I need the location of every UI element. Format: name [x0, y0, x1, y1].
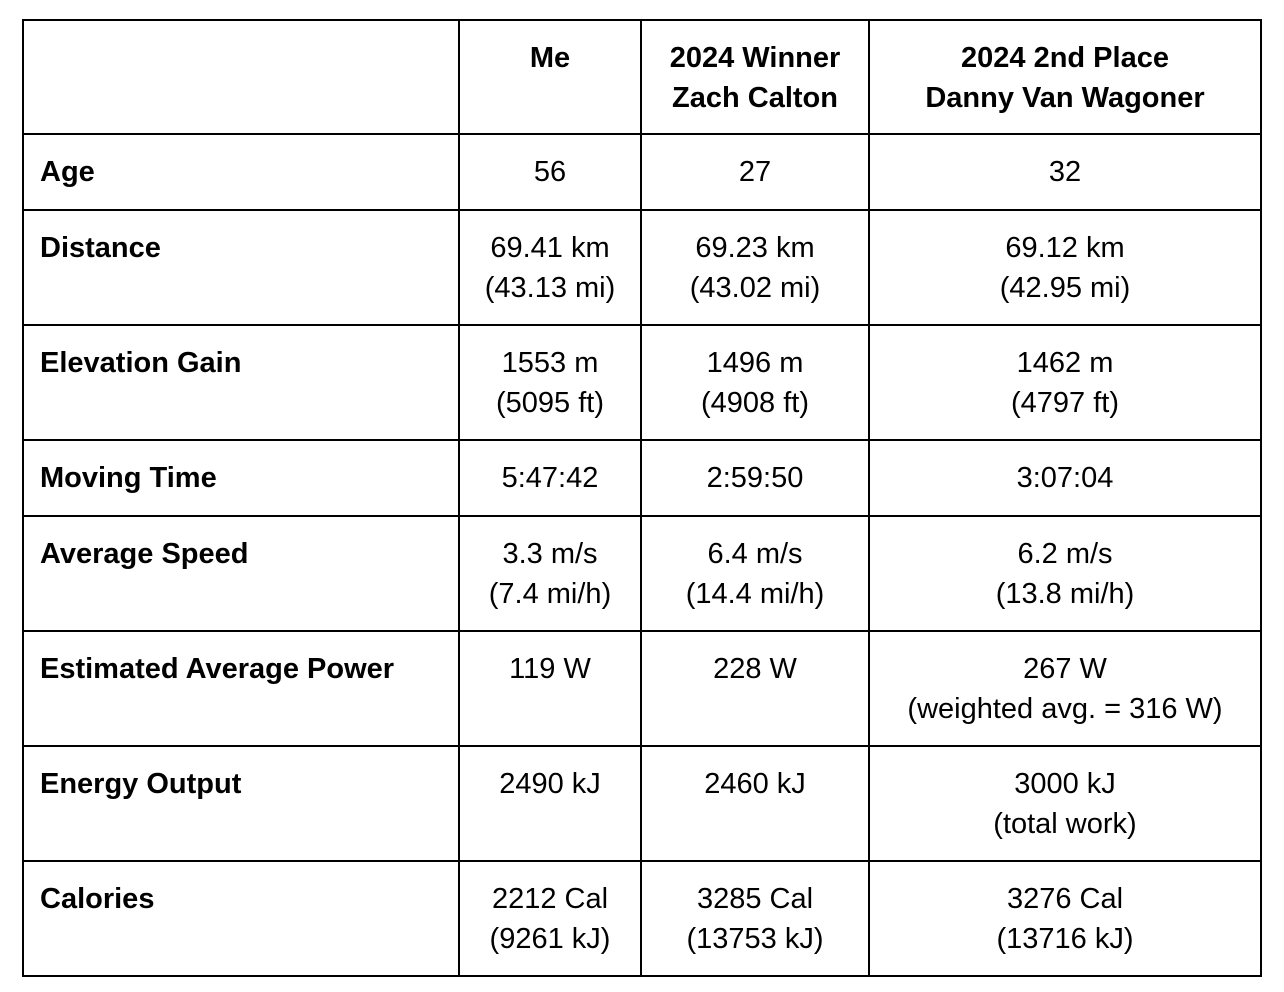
cell-line: 2460 kJ	[704, 768, 806, 800]
row-label: Distance	[23, 210, 459, 325]
header-cell-empty	[23, 20, 459, 134]
cell-line: 1462 m	[1016, 347, 1114, 379]
cell-line: (4908 ft)	[701, 387, 809, 419]
cell-line: 69.12 km	[1005, 232, 1125, 264]
cell-line: 69.23 km	[695, 232, 815, 264]
table-cell	[459, 210, 641, 325]
cell-line: 2:59:50	[706, 462, 804, 494]
row-label: Elevation Gain	[23, 325, 459, 440]
comparison-table-container	[22, 19, 1262, 977]
cell-line: 2490 kJ	[499, 768, 601, 800]
cell-line: 27	[738, 156, 772, 188]
cell-line: 6.2 m/s	[1017, 538, 1113, 570]
row-label: Moving Time	[23, 440, 459, 516]
cell-line: 3000 kJ	[1014, 768, 1116, 800]
table-cell	[459, 134, 641, 210]
table-cell	[459, 325, 641, 440]
table-row-age	[23, 134, 1261, 210]
table-row-calories	[23, 861, 1261, 976]
cell-line: (total work)	[993, 808, 1137, 840]
table-row-distance	[23, 210, 1261, 325]
header-line: 2024 2nd Place	[961, 42, 1169, 74]
table-cell	[459, 861, 641, 976]
header-line: 2024 Winner	[669, 42, 841, 74]
cell-line: (43.02 mi)	[689, 272, 821, 304]
header-line: Zach Calton	[672, 82, 838, 114]
table-cell	[869, 746, 1261, 861]
table-row-estimated-average-power	[23, 631, 1261, 746]
header-cell-me	[459, 20, 641, 134]
cell-line: 69.41 km	[490, 232, 610, 264]
header-line: Danny Van Wagoner	[925, 82, 1205, 114]
cell-line: 6.4 m/s	[707, 538, 803, 570]
header-row	[23, 20, 1261, 134]
cell-line: 3285 Cal	[696, 883, 814, 915]
table-row-energy-output	[23, 746, 1261, 861]
table-cell	[641, 134, 869, 210]
header-cell-second-place	[869, 20, 1261, 134]
cell-line: 1553 m	[501, 347, 599, 379]
table-cell	[869, 516, 1261, 631]
cell-line: (13.8 mi/h)	[995, 578, 1135, 610]
table-cell	[459, 516, 641, 631]
table-cell	[869, 631, 1261, 746]
cell-line: 267 W	[1023, 653, 1107, 685]
table-row-moving-time	[23, 440, 1261, 516]
row-label: Estimated Average Power	[23, 631, 459, 746]
table-cell	[869, 861, 1261, 976]
table-cell	[641, 210, 869, 325]
header-line: Me	[529, 42, 571, 74]
table-cell	[641, 440, 869, 516]
row-label: Age	[23, 134, 459, 210]
table-cell	[869, 210, 1261, 325]
cell-line: 56	[533, 156, 567, 188]
cell-line: (42.95 mi)	[999, 272, 1131, 304]
table-cell	[641, 325, 869, 440]
cell-line: 119 W	[509, 653, 591, 685]
row-label: Calories	[23, 861, 459, 976]
table-row-average-speed	[23, 516, 1261, 631]
table-cell	[869, 440, 1261, 516]
cell-line: 3:07:04	[1016, 462, 1114, 494]
cell-line: (14.4 mi/h)	[685, 578, 825, 610]
table-cell	[459, 440, 641, 516]
cell-line: 2212 Cal	[491, 883, 609, 915]
cell-line: 1496 m	[706, 347, 804, 379]
table-cell	[869, 134, 1261, 210]
cell-line: (43.13 mi)	[484, 272, 616, 304]
row-label: Energy Output	[23, 746, 459, 861]
cell-line: 5:47:42	[501, 462, 599, 494]
cell-line: 3.3 m/s	[502, 538, 598, 570]
cell-line: (13716 kJ)	[996, 923, 1134, 955]
table-cell	[641, 746, 869, 861]
table-cell	[459, 746, 641, 861]
cell-line: 228 W	[713, 653, 797, 685]
cell-line: (weighted avg. = 316 W)	[907, 693, 1223, 725]
cell-line: (13753 kJ)	[686, 923, 824, 955]
table-cell	[641, 631, 869, 746]
table-row-elevation-gain	[23, 325, 1261, 440]
cell-line: (5095 ft)	[496, 387, 604, 419]
table-cell	[869, 325, 1261, 440]
cell-line: 3276 Cal	[1006, 883, 1124, 915]
row-label: Average Speed	[23, 516, 459, 631]
cell-line: (4797 ft)	[1011, 387, 1119, 419]
race-comparison-table	[22, 19, 1262, 977]
table-cell	[459, 631, 641, 746]
cell-line: (9261 kJ)	[489, 923, 611, 955]
table-cell	[641, 516, 869, 631]
header-cell-winner	[641, 20, 869, 134]
cell-line: (7.4 mi/h)	[488, 578, 612, 610]
table-cell	[641, 861, 869, 976]
cell-line: 32	[1048, 156, 1082, 188]
